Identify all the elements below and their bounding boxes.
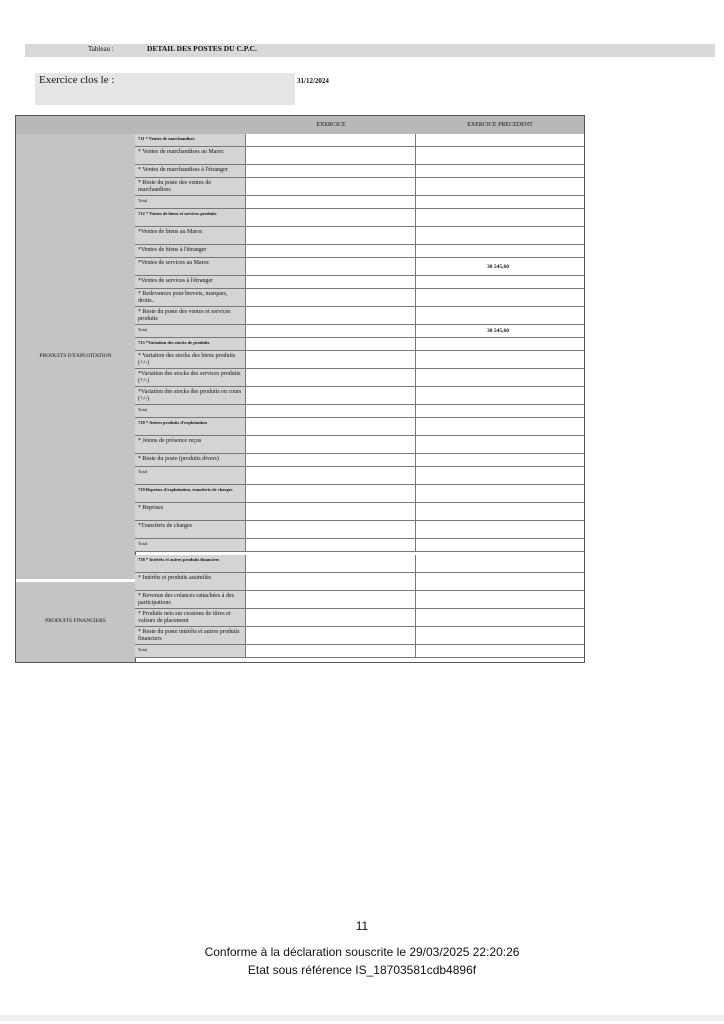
table-row bbox=[135, 147, 584, 165]
cell-exercice-precedent bbox=[416, 627, 584, 644]
cell-exercice-precedent: 38 545,60 bbox=[487, 264, 509, 270]
bottom-bar bbox=[0, 1015, 724, 1021]
cell-exercice bbox=[246, 338, 416, 350]
row-label: *Ventes de services au Maroc bbox=[135, 258, 246, 275]
table-row bbox=[135, 521, 584, 539]
table-row bbox=[135, 467, 584, 485]
table-row bbox=[135, 503, 584, 521]
cell-exercice-precedent bbox=[416, 276, 584, 288]
exercice-label: Exercice clos le : bbox=[39, 74, 115, 86]
tableau-label: Tableau : bbox=[88, 45, 114, 53]
row-label: 719 Reprises d'exploitation, transferts de charges bbox=[135, 485, 246, 502]
cell-exercice-precedent bbox=[416, 454, 584, 466]
section-label: PRODUITS D'EXPLOITATION bbox=[39, 352, 112, 359]
cell-exercice-precedent bbox=[416, 245, 584, 257]
row-label: * Reste du poste (produits divers) bbox=[135, 454, 246, 466]
row-label: *Ventes de services à l'étranger bbox=[135, 276, 246, 288]
cell-exercice-precedent bbox=[416, 227, 584, 244]
table-row bbox=[135, 307, 584, 325]
row-label: Total bbox=[135, 467, 246, 484]
cell-exercice-precedent bbox=[416, 165, 584, 177]
row-label: 711 * Ventes de marchandises bbox=[135, 134, 246, 146]
row-label: *Transferts de charges bbox=[135, 521, 246, 538]
row-label: * Variation des stocks des biens produits (+/-) bbox=[135, 351, 246, 368]
cell-exercice-precedent bbox=[416, 209, 584, 226]
cell-exercice-precedent bbox=[416, 196, 584, 208]
table-row bbox=[135, 555, 584, 573]
cell-exercice bbox=[246, 405, 416, 417]
cell-exercice bbox=[246, 307, 416, 324]
cell-exercice-precedent bbox=[416, 609, 584, 626]
cell-exercice bbox=[246, 369, 416, 386]
cell-exercice bbox=[246, 325, 416, 337]
table-row bbox=[135, 454, 584, 467]
row-label: * Intérêts et produits assimilés bbox=[135, 573, 246, 590]
cell-exercice-precedent bbox=[416, 418, 584, 435]
row-label: *Variation des stocks des produits en cours (+/-) bbox=[135, 387, 246, 404]
table-row bbox=[135, 196, 584, 209]
cell-exercice-precedent bbox=[416, 289, 584, 306]
cell-exercice-precedent bbox=[416, 405, 584, 417]
reference-statement: Etat sous référence IS_18703581cdb4896f bbox=[247, 963, 477, 977]
cell-exercice bbox=[246, 627, 416, 644]
cell-exercice-precedent bbox=[416, 645, 584, 657]
cell-exercice bbox=[246, 418, 416, 435]
document-title: DETAIL DES POSTES DU C.P.C. bbox=[147, 44, 257, 53]
cell-exercice bbox=[246, 573, 416, 590]
table-row bbox=[135, 289, 584, 307]
table-row bbox=[135, 436, 584, 454]
cell-exercice-precedent bbox=[416, 387, 584, 404]
table-row bbox=[135, 405, 584, 418]
cell-exercice-precedent bbox=[416, 521, 584, 538]
table-row bbox=[135, 539, 584, 552]
row-label: 718 * Autres produits d'exploitation bbox=[135, 418, 246, 435]
cell-exercice-precedent bbox=[416, 436, 584, 453]
exercice-date: 31/12/2024 bbox=[297, 77, 329, 85]
cell-exercice bbox=[246, 387, 416, 404]
table-row bbox=[135, 369, 584, 387]
cpc-table bbox=[15, 115, 585, 663]
page-number: 11 bbox=[355, 919, 369, 933]
table-row bbox=[135, 209, 584, 227]
row-label: * Reprises bbox=[135, 503, 246, 520]
table-row bbox=[135, 645, 584, 658]
cell-exercice bbox=[246, 289, 416, 306]
table-row bbox=[135, 573, 584, 591]
section-label: PRODUITS FINANCIERS bbox=[45, 618, 106, 624]
cell-exercice bbox=[246, 555, 416, 572]
cell-exercice bbox=[246, 351, 416, 368]
row-label: *Ventes de biens au Maroc bbox=[135, 227, 246, 244]
cell-exercice bbox=[246, 539, 416, 551]
cell-exercice-precedent bbox=[416, 539, 584, 551]
cell-exercice bbox=[246, 645, 416, 657]
cell-exercice-precedent bbox=[416, 338, 584, 350]
cell-exercice-precedent bbox=[416, 503, 584, 520]
cell-exercice-precedent bbox=[416, 591, 584, 608]
row-label: * Reste du poste des ventes et services produits bbox=[135, 307, 246, 324]
row-label: 713 *Variation des stocks de produits bbox=[135, 338, 246, 350]
cell-exercice-precedent bbox=[416, 369, 584, 386]
cell-exercice-precedent bbox=[416, 467, 584, 484]
cell-exercice-precedent bbox=[416, 573, 584, 590]
row-label: * Reste du poste intérêts et autres produits financiers bbox=[135, 627, 246, 644]
cell-exercice-precedent bbox=[416, 307, 584, 324]
cell-exercice-precedent bbox=[416, 555, 584, 572]
conformity-statement: Conforme à la déclaration souscrite le 29/03/2025 22:20:26 bbox=[204, 945, 520, 959]
table-row bbox=[135, 165, 584, 178]
table-row bbox=[135, 485, 584, 503]
row-label: * Ventes de marchandises à l'étranger bbox=[135, 165, 246, 177]
table-row bbox=[135, 351, 584, 369]
cell-exercice bbox=[246, 276, 416, 288]
table-row bbox=[135, 245, 584, 258]
row-label: *Ventes de biens à l'étranger bbox=[135, 245, 246, 257]
cell-exercice-precedent bbox=[416, 485, 584, 502]
cell-exercice bbox=[246, 209, 416, 226]
cell-exercice bbox=[246, 503, 416, 520]
cell-exercice bbox=[246, 591, 416, 608]
cell-exercice-precedent bbox=[416, 178, 584, 195]
row-label: * Produits nets sur cessions de titres et valeurs de placement bbox=[135, 609, 246, 626]
cell-exercice bbox=[246, 454, 416, 466]
table-row bbox=[135, 325, 584, 338]
table-row bbox=[135, 591, 584, 609]
table-row bbox=[135, 627, 584, 645]
row-label: Total bbox=[135, 645, 246, 657]
cell-exercice bbox=[246, 609, 416, 626]
row-label: Total bbox=[135, 405, 246, 417]
row-label: 738 * Intérêts et autres produits financiers bbox=[135, 555, 246, 572]
header-bar bbox=[25, 44, 715, 57]
cell-exercice-precedent: 38 545,60 bbox=[487, 328, 509, 334]
table-row bbox=[135, 387, 584, 405]
cell-exercice-precedent bbox=[416, 351, 584, 368]
table-row bbox=[135, 258, 584, 276]
cell-exercice bbox=[246, 196, 416, 208]
row-label: *Variation des stocks des services produits (+/-) bbox=[135, 369, 246, 386]
cell-exercice-precedent bbox=[416, 134, 584, 146]
cell-exercice bbox=[246, 467, 416, 484]
row-label: Total bbox=[135, 196, 246, 208]
table-row bbox=[135, 227, 584, 245]
cell-exercice bbox=[246, 147, 416, 164]
row-label: * Revenus des créances rattachées à des participations bbox=[135, 591, 246, 608]
table-row bbox=[135, 276, 584, 289]
table-row bbox=[135, 134, 584, 147]
row-label: 712 * Ventes de biens et services produits bbox=[135, 209, 246, 226]
table-row bbox=[135, 609, 584, 627]
table-row bbox=[135, 338, 584, 351]
table-row bbox=[135, 178, 584, 196]
cell-exercice bbox=[246, 178, 416, 195]
column-header-exercice: EXERCICE bbox=[316, 122, 346, 128]
cell-exercice bbox=[246, 521, 416, 538]
cell-exercice bbox=[246, 165, 416, 177]
cell-exercice bbox=[246, 227, 416, 244]
row-label: * Jetons de présence reçus bbox=[135, 436, 246, 453]
cell-exercice bbox=[246, 485, 416, 502]
table-row bbox=[135, 418, 584, 436]
cell-exercice bbox=[246, 258, 416, 275]
cell-exercice-precedent bbox=[416, 147, 584, 164]
row-label: Total bbox=[135, 539, 246, 551]
row-label: * Redevances pour brevets, marques, droits.. bbox=[135, 289, 246, 306]
row-label: * Reste du poste des ventes de marchandises bbox=[135, 178, 246, 195]
row-label: * Ventes de marchandises au Maroc bbox=[135, 147, 246, 164]
cell-exercice bbox=[246, 436, 416, 453]
cell-exercice bbox=[246, 134, 416, 146]
column-header-exercice-precedent: EXERCICE PRECEDENT bbox=[467, 122, 533, 128]
row-label: Total bbox=[135, 325, 246, 337]
cell-exercice bbox=[246, 245, 416, 257]
